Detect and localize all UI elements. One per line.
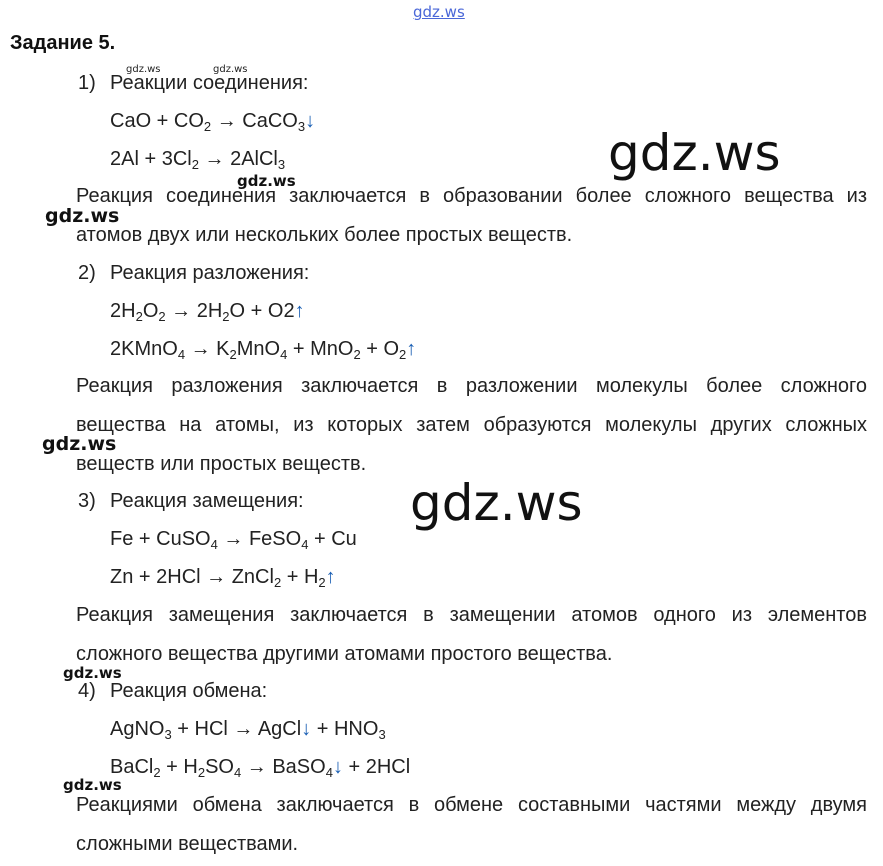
task-title: Задание 5.: [10, 32, 116, 54]
watermark-tiny: gdz.ws: [213, 64, 248, 75]
eq-part: + MnO: [287, 338, 354, 360]
equation-s2-1: [110, 300, 305, 323]
eq-part: 2Al + 3Cl: [110, 148, 192, 170]
section-explanation-3: Реакция замещения заключается в замещении атомов одного из элементов сложного вещества другими атомами простого вещества.: [76, 604, 867, 665]
section-number: 3): [78, 490, 96, 512]
eq-sub: 2: [399, 347, 407, 362]
section-explanation-4: Реакциями обмена заключается в обмене составными частями между двумя сложными веществами.: [76, 794, 867, 855]
eq-part: CaO + CO: [110, 110, 204, 132]
watermark-small: gdz.ws: [63, 664, 122, 682]
eq-part: + HCl → AgCl: [171, 718, 302, 740]
equation-s3-1: [110, 528, 357, 551]
watermark-small: gdz.ws: [237, 172, 296, 190]
eq-part: → 2AlCl: [198, 148, 278, 170]
eq-part: + H: [281, 566, 319, 588]
eq-sub: 2: [203, 119, 212, 134]
eq-part: BaCl: [110, 756, 154, 778]
equation-s4-1: [110, 718, 386, 741]
eq-sub: 2: [318, 575, 326, 590]
eq-sub: 2: [135, 309, 143, 324]
eq-sub: 3: [277, 157, 286, 172]
eq-sub: 4: [280, 347, 288, 362]
eq-sub: 4: [325, 765, 333, 780]
gas-arrow-icon: ↑: [406, 338, 417, 360]
eq-sub: 3: [297, 119, 306, 134]
equation-s2-2: [110, 338, 416, 361]
section-explanation-1: Реакция соединения заключается в образовании более сложного вещества из атомов двух или нескольких более простых веществ.: [76, 185, 867, 246]
section-heading-1: [78, 72, 308, 95]
eq-part: O: [142, 300, 159, 322]
eq-sub: 2: [273, 575, 282, 590]
section-title: Реакция разложения:: [110, 262, 310, 284]
eq-part: Fe + CuSO: [110, 528, 211, 550]
eq-sub: 3: [164, 727, 172, 742]
eq-sub: 4: [177, 347, 186, 362]
watermark-medium: gdz.ws: [42, 433, 117, 455]
precipitate-arrow-icon: ↓: [301, 718, 312, 740]
eq-part: + 2HCl: [342, 756, 411, 778]
section-title: Реакции соединения:: [110, 72, 309, 94]
eq-part: SO: [205, 756, 234, 778]
eq-part: O + O2: [229, 300, 295, 322]
eq-part: → FeSO: [217, 528, 302, 550]
eq-part: → CaCO: [211, 110, 298, 132]
eq-sub: 4: [301, 537, 309, 552]
eq-sub: 2: [153, 765, 161, 780]
eq-part: + HNO: [311, 718, 379, 740]
watermark-large: gdz.ws: [410, 474, 583, 532]
equation-s3-2: [110, 566, 336, 589]
watermark-large: gdz.ws: [608, 124, 781, 182]
section-number: 2): [78, 262, 96, 284]
eq-part: 2H: [110, 300, 136, 322]
section-heading-3: [78, 490, 304, 513]
watermark-top-link[interactable]: gdz.ws: [413, 3, 465, 21]
equation-s4-2: [110, 756, 410, 779]
eq-part: + Cu: [308, 528, 357, 550]
gas-arrow-icon: ↑: [294, 300, 305, 322]
section-title: Реакция обмена:: [110, 680, 268, 702]
eq-part: Zn + 2HCl → ZnCl: [110, 566, 274, 588]
equation-s1-2: [110, 148, 285, 171]
eq-part: + O: [360, 338, 400, 360]
gas-arrow-icon: ↑: [325, 566, 336, 588]
eq-sub: 3: [378, 727, 386, 742]
eq-part: AgNO: [110, 718, 165, 740]
precipitate-arrow-icon: ↓: [305, 110, 316, 132]
eq-part: + H: [160, 756, 198, 778]
watermark-small: gdz.ws: [63, 776, 122, 794]
watermark-medium: gdz.ws: [45, 205, 120, 227]
eq-sub: 4: [210, 537, 218, 552]
eq-sub: 4: [233, 765, 242, 780]
precipitate-arrow-icon: ↓: [332, 756, 343, 778]
section-number: 4): [78, 680, 96, 702]
watermark-tiny: gdz.ws: [126, 64, 161, 75]
section-heading-4: [78, 680, 267, 703]
equation-s1-1: [110, 110, 315, 133]
eq-sub: 2: [222, 309, 230, 324]
eq-part: 2KMnO: [110, 338, 178, 360]
section-heading-2: [78, 262, 309, 285]
eq-sub: 2: [197, 765, 206, 780]
section-title: Реакция замещения:: [110, 490, 304, 512]
eq-sub: 2: [229, 347, 237, 362]
eq-sub: 2: [158, 309, 166, 324]
section-explanation-2: Реакция разложения заключается в разложении молекулы более сложного вещества на атомы, из которых затем образуются молекулы других сложных веществ или простых веществ.: [76, 375, 867, 475]
eq-part: → 2H: [165, 300, 223, 322]
eq-part: MnO: [236, 338, 281, 360]
section-number: 1): [78, 72, 96, 94]
eq-part: → K: [185, 338, 230, 360]
eq-part: → BaSO: [241, 756, 326, 778]
eq-sub: 2: [191, 157, 199, 172]
eq-sub: 2: [353, 347, 361, 362]
